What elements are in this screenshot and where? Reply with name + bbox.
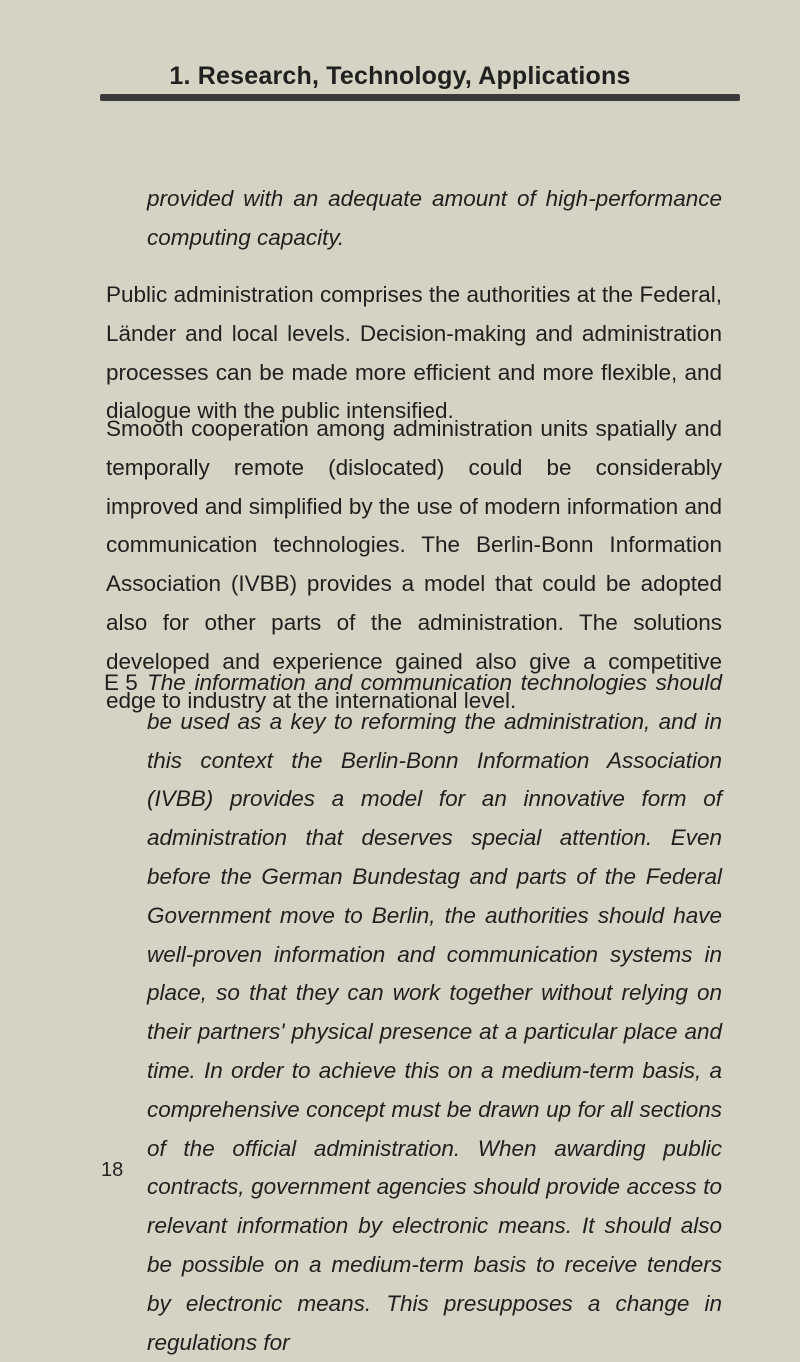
paragraph-intro-continuation: provided with an adequate amount of high-performance computing capacity. [147, 186, 722, 250]
page-title: 1. Research, Technology, Applications [169, 62, 631, 90]
recommendation-text: The information and communication technologies should be used as a key to reforming the administration, and in this context the Berlin-Bonn Information Association (IVBB) provides a model for an innovative form of administration that deserves special attention. Even before the German Bundestag and parts of the Federal Government move to Berlin, the authorities should have well-proven information and communication systems in place, so that they can work together without relying on their partners' physical presence at a particular place and time. In order to achieve this on a medium-term basis, a comprehensive concept must be drawn up for all sections of the official administration. When awarding public contracts, government agencies should provide access to relevant information by electronic means. It should also be possible on a medium-term basis to receive tenders by electronic means. This presupposes a change in regulations for [147, 670, 722, 1355]
recommendation-label: E 5 [104, 670, 138, 695]
paragraph-public-administration: Public administration comprises the authorities at the Federal, Länder and local levels. Decision-making and administration processes can be made more efficient and more flexible, and dialogue with the public intensified. [106, 282, 722, 424]
paragraph-cooperation: Smooth cooperation among administration units spatially and temporally remote (dislocated) could be considerably improved and simplified by the use of modern information and communication technologies. The Berlin-Bonn Information Association (IVBB) provides a model that could be adopted also for other parts of the administration. The solutions developed and experience gained also give a competitive edge to industry at the international level. [106, 416, 722, 713]
page-number: 18 [101, 1159, 124, 1181]
header-rule [100, 94, 740, 101]
